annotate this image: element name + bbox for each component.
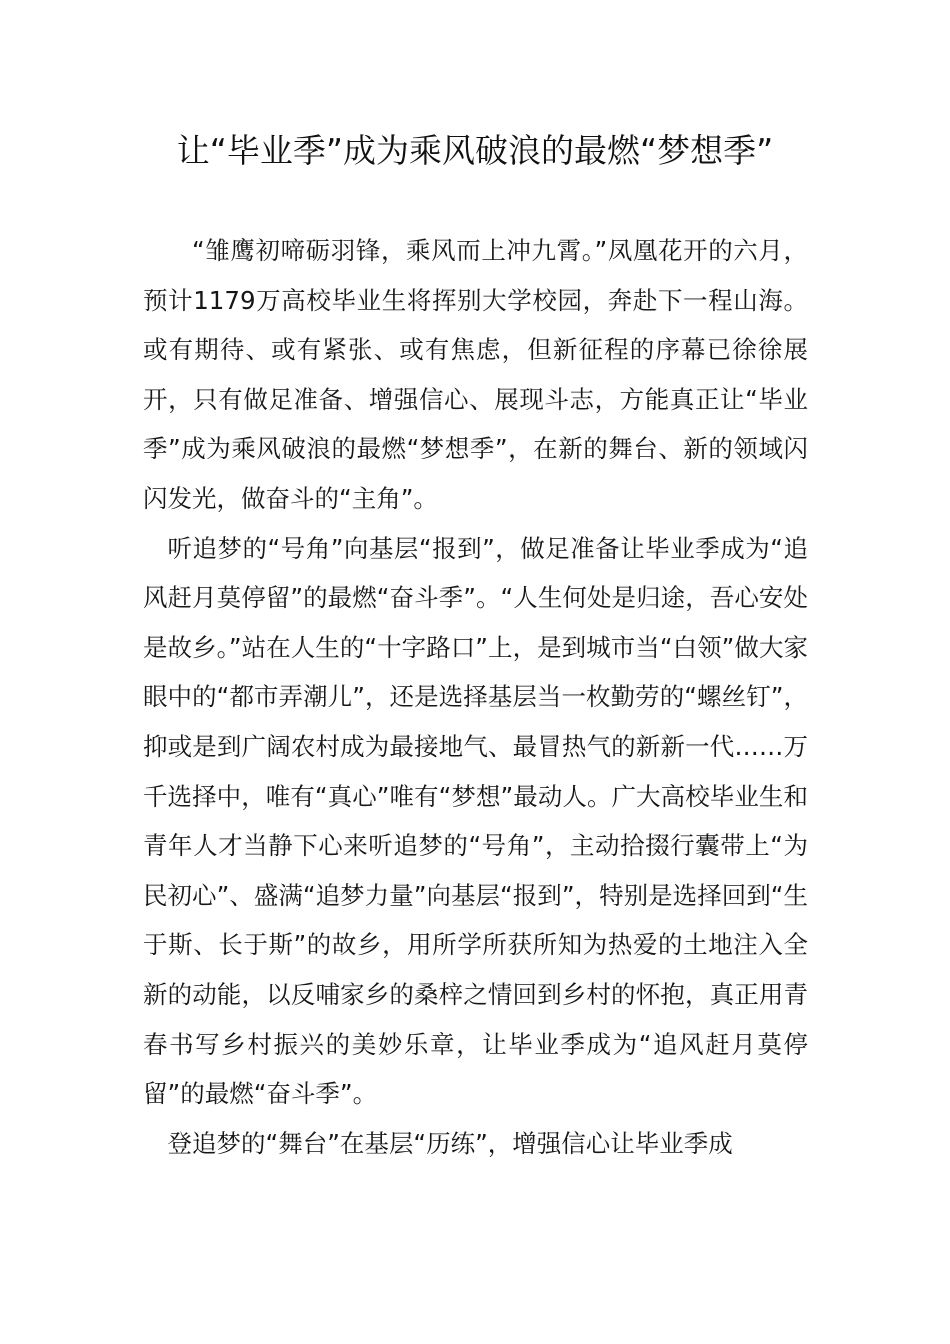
document-body (143, 226, 808, 1168)
paragraph-intro: “雏鹰初啼砺羽锋，乘风而上冲九霄。”凤凰花开的六月，预计1179万高校毕业生将挥别大学校园，奔赴下一程山海。或有期待、或有紧张、或有焦虑，但新征程的序幕已徐徐展开，只有做足准备、增强信心、展现斗志，方能真正让“毕业季”成为乘风破浪的最燃“梦想季”，在新的舞台、新的领域闪闪发光，做奋斗的“主角”。 (143, 236, 808, 513)
document-title: 让“毕业季”成为乘风破浪的最燃“梦想季” (176, 131, 774, 170)
paragraph-listen-horn: 听追梦的“号角”向基层“报到”，做足准备让毕业季成为“追风赶月莫停留”的最燃“奋斗季”。“人生何处是归途，吾心安处是故乡。”站在人生的“十字路口”上，是到城市当“白领”做大家眼中的“都市弄潮儿”，还是选择基层当一枚勤劳的“螺丝钉”，抑或是到广阔农村成为最接地气、最冒热气的新新一代……万千选择中，唯有“真心”唯有“梦想”最动人。广大高校毕业生和青年人才当静下心来听追梦的“号角”，主动拾掇行囊带上“为民初心”、盛满“追梦力量”向基层“报到”，特别是选择回到“生于斯、长于斯”的故乡，用所学所获所知为热爱的土地注入全新的动能，以反哺家乡的桑梓之情回到乡村的怀抱，真正用青春书写乡村振兴的美妙乐章，让毕业季成为“追风赶月莫停留”的最燃“奋斗季”。 (143, 533, 808, 1109)
paragraph-stage: 登追梦的“舞台”在基层“历练”，增强信心让毕业季成 (167, 1128, 733, 1158)
